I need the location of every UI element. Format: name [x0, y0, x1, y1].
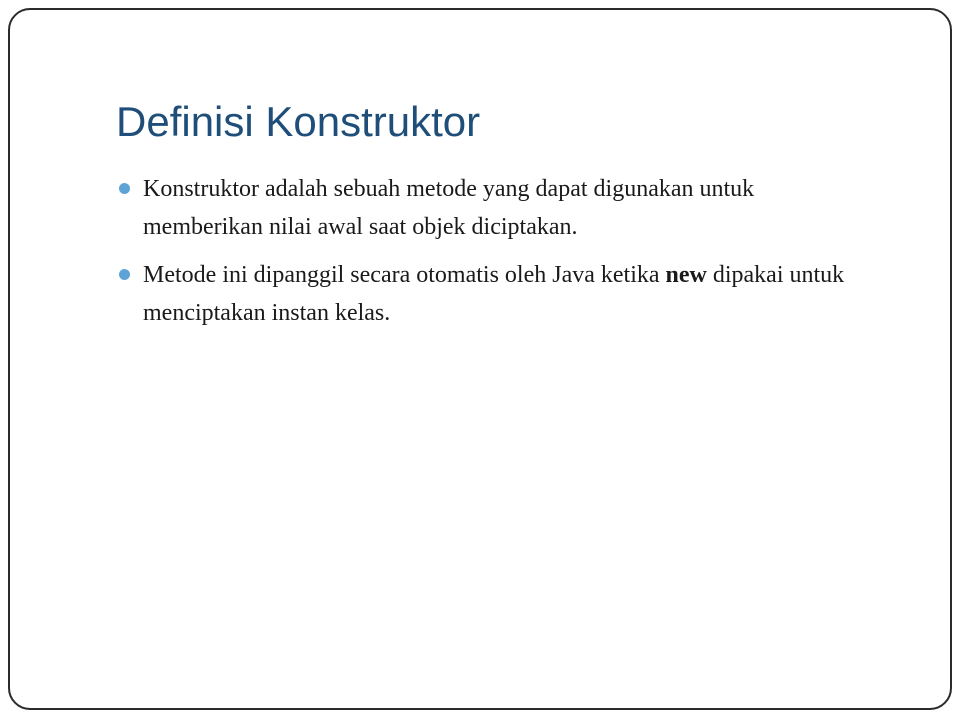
bullet-list: [116, 170, 876, 342]
bullet-text-before: Metode ini dipanggil secara otomatis oleh Java ketika: [143, 262, 666, 288]
slide-frame: [8, 8, 952, 710]
bullet-text: Konstruktor adalah sebuah metode yang dapat digunakan untuk memberikan nilai awal saat objek diciptakan.: [143, 176, 755, 240]
bullet-dot-icon: [119, 269, 130, 280]
bullet-item: [116, 256, 876, 332]
bullet-dot-icon: [119, 183, 130, 194]
bullet-text-after: dipakai untuk menciptakan instan kelas.: [143, 262, 845, 326]
slide-title: Definisi Konstruktor: [116, 98, 481, 145]
bullet-item: [116, 170, 876, 246]
keyword-new: new: [665, 262, 707, 288]
